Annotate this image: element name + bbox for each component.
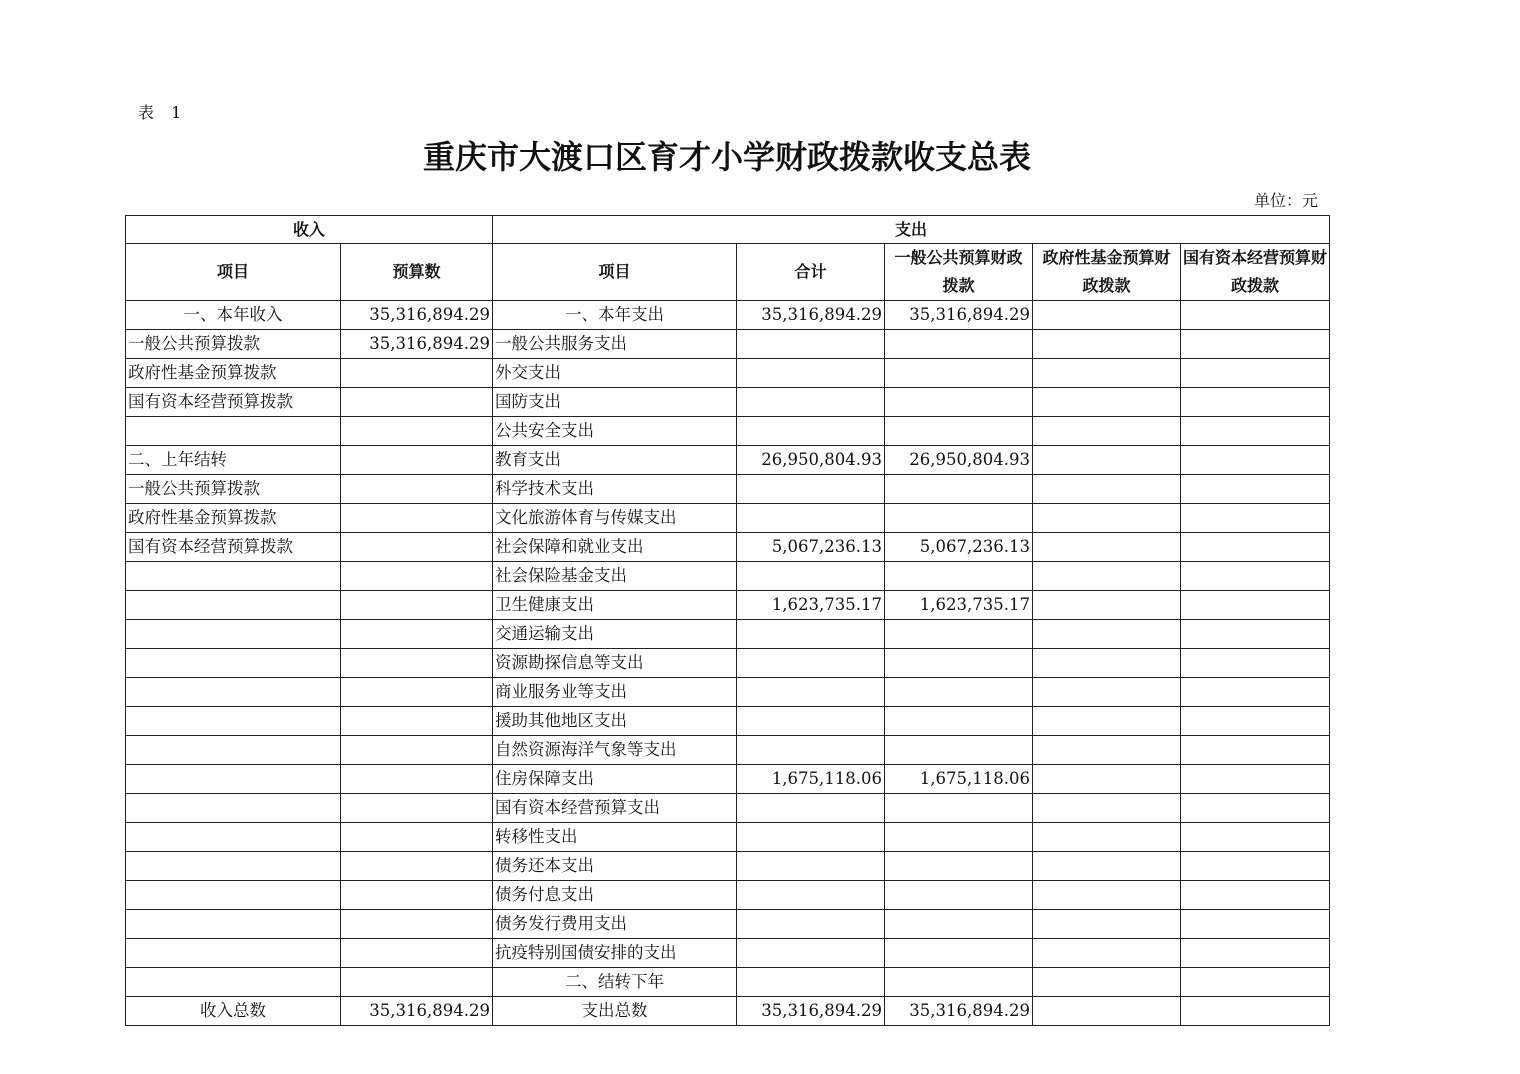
expense-item-cell: 债务发行费用支出 [493,910,737,939]
table-row [126,794,1330,823]
expense-item-cell: 商业服务业等支出 [493,678,737,707]
total-cell [737,504,885,533]
fund-budget-cell [1033,881,1181,910]
table-row [126,359,1330,388]
header-income: 收入 [126,216,493,244]
expense-item-cell: 二、结转下年 [493,968,737,997]
income-amount-cell [341,446,493,475]
state-capital-cell [1181,388,1330,417]
fund-budget-cell [1033,620,1181,649]
general-budget-cell: 1,623,735.17 [885,591,1033,620]
general-budget-cell [885,881,1033,910]
total-cell [737,910,885,939]
income-item-cell [126,794,341,823]
income-item-cell [126,765,341,794]
table-row [126,591,1330,620]
table-row [126,620,1330,649]
header-expense-item: 项目 [493,244,737,301]
fund-budget-cell [1033,649,1181,678]
expense-item-cell: 援助其他地区支出 [493,707,737,736]
state-capital-cell [1181,475,1330,504]
state-capital-cell [1181,562,1330,591]
income-item-cell [126,417,341,446]
income-amount-cell [341,388,493,417]
table-row [126,330,1330,359]
table-row [126,446,1330,475]
fund-budget-cell [1033,388,1181,417]
fund-budget-cell [1033,475,1181,504]
fund-budget-cell [1033,765,1181,794]
state-capital-cell [1181,417,1330,446]
fund-budget-cell [1033,591,1181,620]
header-income-budget: 预算数 [341,244,493,301]
income-item-cell [126,881,341,910]
fund-budget-cell [1033,301,1181,330]
general-budget-cell [885,330,1033,359]
table-row [126,562,1330,591]
income-amount-cell [341,475,493,504]
state-capital-cell [1181,678,1330,707]
table-row [126,765,1330,794]
income-amount-cell [341,968,493,997]
table-row [126,649,1330,678]
state-capital-cell [1181,649,1330,678]
expense-item-cell: 债务付息支出 [493,881,737,910]
total-cell [737,359,885,388]
header-row-group [126,216,1330,244]
table-row [126,736,1330,765]
header-row-columns [126,244,1330,301]
table-row [126,504,1330,533]
state-capital-cell [1181,620,1330,649]
state-capital-cell [1181,910,1330,939]
page-title: 重庆市大渡口区育才小学财政拨款收支总表 [422,138,1031,176]
income-amount-cell [341,562,493,591]
general-budget-cell [885,562,1033,591]
expense-item-cell: 抗疫特别国债安排的支出 [493,939,737,968]
expense-item-cell: 教育支出 [493,446,737,475]
table-row [126,823,1330,852]
fund-budget-cell [1033,852,1181,881]
income-amount-cell [341,678,493,707]
general-budget-cell [885,707,1033,736]
income-amount-cell [341,852,493,881]
state-capital-cell [1181,881,1330,910]
fund-budget-cell [1033,939,1181,968]
expense-item-cell: 社会保险基金支出 [493,562,737,591]
total-cell [737,562,885,591]
fund-budget-cell [1033,968,1181,997]
general-budget-cell [885,939,1033,968]
general-budget-cell [885,620,1033,649]
fund-budget-cell [1033,417,1181,446]
header-expense: 支出 [493,216,1330,244]
header-income-item: 项目 [126,244,341,301]
fund-budget-cell [1033,823,1181,852]
state-capital-cell [1181,533,1330,562]
general-budget-cell: 26,950,804.93 [885,446,1033,475]
state-capital-cell [1181,591,1330,620]
expense-item-cell: 科学技术支出 [493,475,737,504]
income-item-cell: 一般公共预算拨款 [126,475,341,504]
header-fund-budget: 政府性基金预算财政拨款 [1033,244,1181,301]
income-item-cell [126,649,341,678]
expense-item-cell: 外交支出 [493,359,737,388]
table-row [126,533,1330,562]
total-cell: 35,316,894.29 [737,301,885,330]
income-item-cell: 政府性基金预算拨款 [126,504,341,533]
income-amount-cell [341,591,493,620]
total-cell: 1,675,118.06 [737,765,885,794]
total-cell [737,707,885,736]
fund-budget-cell [1033,794,1181,823]
income-item-cell [126,678,341,707]
state-capital-cell [1181,823,1330,852]
state-capital-cell [1181,852,1330,881]
header-state-capital: 国有资本经营预算财政拨款 [1181,244,1330,301]
total-cell [737,736,885,765]
expense-item-cell: 债务还本支出 [493,852,737,881]
fund-budget-cell [1033,678,1181,707]
expense-item-cell: 国有资本经营预算支出 [493,794,737,823]
total-cell: 5,067,236.13 [737,533,885,562]
total-cell [737,823,885,852]
header-total: 合计 [737,244,885,301]
expense-item-cell: 一般公共服务支出 [493,330,737,359]
general-budget-cell [885,475,1033,504]
table-number: 表 1 [138,103,188,122]
total-cell [737,794,885,823]
total-cell [737,475,885,504]
table-row [126,388,1330,417]
income-item-cell [126,910,341,939]
expense-item-cell: 资源勘探信息等支出 [493,649,737,678]
table-row [126,475,1330,504]
income-amount-cell [341,417,493,446]
income-item-cell: 国有资本经营预算拨款 [126,388,341,417]
general-budget-cell [885,388,1033,417]
income-item-cell [126,736,341,765]
income-amount-cell [341,707,493,736]
total-cell [737,881,885,910]
general-budget-cell [885,417,1033,446]
total-cell: 35,316,894.29 [737,997,885,1026]
income-amount-cell [341,794,493,823]
general-budget-cell [885,910,1033,939]
expense-item-cell: 卫生健康支出 [493,591,737,620]
income-item-cell [126,707,341,736]
state-capital-cell [1181,968,1330,997]
income-item-cell [126,562,341,591]
table-row [126,852,1330,881]
general-budget-cell [885,359,1033,388]
income-amount-cell [341,881,493,910]
income-amount-cell [341,939,493,968]
income-item-cell: 国有资本经营预算拨款 [126,533,341,562]
fund-budget-cell [1033,533,1181,562]
total-cell [737,388,885,417]
income-amount-cell: 35,316,894.29 [341,301,493,330]
header-general-budget: 一般公共预算财政拨款 [885,244,1033,301]
finance-table [125,215,1330,1026]
general-budget-cell [885,736,1033,765]
income-item-cell [126,823,341,852]
table-row [126,939,1330,968]
general-budget-cell [885,823,1033,852]
general-budget-cell [885,968,1033,997]
total-cell [737,852,885,881]
state-capital-cell [1181,359,1330,388]
general-budget-cell: 1,675,118.06 [885,765,1033,794]
table-row [126,678,1330,707]
income-item-cell [126,620,341,649]
general-budget-cell [885,649,1033,678]
total-cell [737,968,885,997]
general-budget-cell [885,794,1033,823]
fund-budget-cell [1033,997,1181,1026]
table-row [126,417,1330,446]
state-capital-cell [1181,504,1330,533]
expense-item-cell: 公共安全支出 [493,417,737,446]
general-budget-cell: 5,067,236.13 [885,533,1033,562]
general-budget-cell [885,852,1033,881]
total-cell: 1,623,735.17 [737,591,885,620]
income-item-cell [126,852,341,881]
fund-budget-cell [1033,910,1181,939]
income-amount-cell [341,649,493,678]
expense-item-cell: 社会保障和就业支出 [493,533,737,562]
state-capital-cell [1181,330,1330,359]
total-cell [737,939,885,968]
income-item-cell [126,968,341,997]
fund-budget-cell [1033,446,1181,475]
income-item-cell [126,591,341,620]
fund-budget-cell [1033,562,1181,591]
state-capital-cell [1181,301,1330,330]
table-row [126,910,1330,939]
expense-item-cell: 自然资源海洋气象等支出 [493,736,737,765]
state-capital-cell [1181,765,1330,794]
total-cell [737,678,885,707]
income-item-cell: 政府性基金预算拨款 [126,359,341,388]
expense-item-cell: 一、本年支出 [493,301,737,330]
general-budget-cell: 35,316,894.29 [885,997,1033,1026]
expense-item-cell: 交通运输支出 [493,620,737,649]
total-cell: 26,950,804.93 [737,446,885,475]
state-capital-cell [1181,707,1330,736]
fund-budget-cell [1033,504,1181,533]
state-capital-cell [1181,446,1330,475]
expense-item-cell: 文化旅游体育与传媒支出 [493,504,737,533]
income-amount-cell [341,359,493,388]
state-capital-cell [1181,939,1330,968]
total-cell [737,649,885,678]
table-row [126,968,1330,997]
table-row [126,707,1330,736]
fund-budget-cell [1033,359,1181,388]
general-budget-cell [885,504,1033,533]
income-amount-cell [341,765,493,794]
expense-item-cell: 国防支出 [493,388,737,417]
fund-budget-cell [1033,736,1181,765]
income-item-cell: 一、本年收入 [126,301,341,330]
total-cell [737,417,885,446]
expense-item-cell: 住房保障支出 [493,765,737,794]
fund-budget-cell [1033,707,1181,736]
income-amount-cell [341,910,493,939]
income-amount-cell [341,620,493,649]
expense-item-cell: 转移性支出 [493,823,737,852]
general-budget-cell [885,678,1033,707]
income-amount-cell [341,736,493,765]
fund-budget-cell [1033,330,1181,359]
income-amount-cell: 35,316,894.29 [341,997,493,1026]
total-cell [737,620,885,649]
income-item-cell: 二、上年结转 [126,446,341,475]
state-capital-cell [1181,794,1330,823]
unit-label: 单位：元 [1253,191,1318,210]
income-amount-cell [341,533,493,562]
expense-item-cell: 支出总数 [493,997,737,1026]
general-budget-cell: 35,316,894.29 [885,301,1033,330]
income-item-cell [126,939,341,968]
income-amount-cell [341,823,493,852]
table-row [126,997,1330,1026]
table-row [126,881,1330,910]
table-row [126,301,1330,330]
income-item-cell: 收入总数 [126,997,341,1026]
income-amount-cell: 35,316,894.29 [341,330,493,359]
income-item-cell: 一般公共预算拨款 [126,330,341,359]
state-capital-cell [1181,736,1330,765]
income-amount-cell [341,504,493,533]
total-cell [737,330,885,359]
state-capital-cell [1181,997,1330,1026]
